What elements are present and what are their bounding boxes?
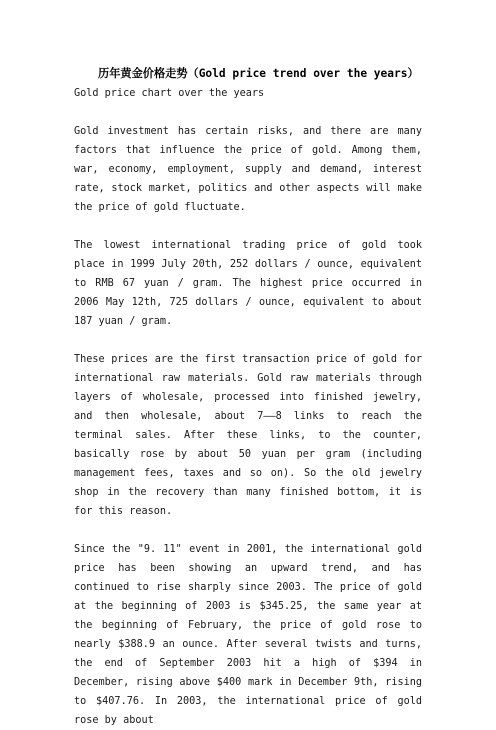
document-body	[74, 64, 422, 730]
document-subtitle: Gold price chart over the years	[74, 88, 265, 99]
paragraph-supply-chain: These prices are the first transaction price of gold for international raw materials. Gold raw materials through layers of wholesale, processed into finished jewelry, and then wholesale, about 7——8 links to reach the terminal sales. After these links, to the counter, basically rose by about 50 yuan per gram (including management fees, taxes and so on). So the old jewelry shop in the recovery than many finished bottom, it is for this reason.	[74, 354, 422, 517]
paragraph-price-extremes: The lowest international trading price of gold took place in 1999 July 20th, 252 dollars / ounce, equivalent to RMB 67 yuan / gram. The highest price occurred in 2006 May 12th, 725 dollars / ounce, equivalent to about 187 yuan / gram.	[74, 240, 422, 327]
paragraph-risk-factors: Gold investment has certain risks, and there are many factors that influence the price of gold. Among them, war, economy, employment, supply and demand, interest rate, stock market, politics and other aspects will make the price of gold fluctuate.	[74, 126, 422, 213]
paragraph-price-trend: Since the "9. 11" event in 2001, the international gold price has been showing an upward trend, and has continued to rise sharply since 2003. The price of gold at the beginning of 2003 is $345.25, the same year at the beginning of February, the price of gold rose to nearly $388.9 an ounce. After several twists and turns, the end of September 2003 hit a high of $394 in December, rising above $400 mark in December 9th, rising to $407.76. In 2003, the international price of gold rose by about	[74, 544, 422, 726]
document-title: 历年黄金价格走势（Gold price trend over the years）	[98, 67, 419, 80]
